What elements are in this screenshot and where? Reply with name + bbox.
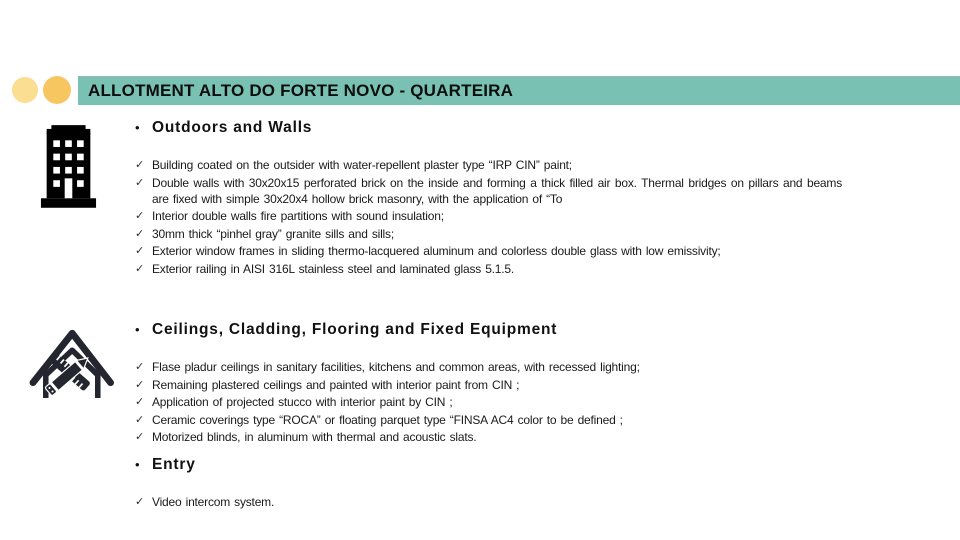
list-item-text: Building coated on the outsider with water-repellent plaster type “IRP CIN” paint;: [152, 158, 572, 172]
page-title: ALLOTMENT ALTO DO FORTE NOVO - QUARTEIRA: [88, 81, 514, 100]
decorative-circle-dark: [43, 76, 71, 104]
section-heading-text: Outdoors and Walls: [152, 119, 313, 136]
list-item: [135, 494, 870, 510]
list-item: [135, 429, 870, 445]
list-item: [135, 157, 870, 173]
checkmark-icon: ✓: [135, 262, 145, 275]
list-item: [135, 359, 870, 375]
list-item-text: Exterior window frames in sliding thermo-lacquered aluminum and colorless double glass with low emissivity;: [152, 244, 721, 258]
item-list: [135, 359, 870, 445]
checkmark-icon: ✓: [135, 210, 145, 222]
list-item-text: Application of projected stucco with interior paint by CIN ;: [152, 395, 453, 409]
list-item: [135, 175, 870, 207]
checkmark-icon: ✓: [135, 176, 145, 189]
checkmark-icon: ✓: [135, 361, 145, 373]
section-heading-text: Ceilings, Cladding, Flooring and Fixed Equipment: [152, 321, 558, 338]
list-item-text: Flase pladur ceilings in sanitary facilities, kitchens and common areas, with recessed lighting;: [152, 360, 640, 374]
list-item: [135, 377, 870, 393]
checkmark-icon: ✓: [135, 496, 145, 508]
section-outdoors-and-walls: [135, 118, 870, 278]
building-icon: [40, 119, 97, 212]
checkmark-icon: ✓: [135, 413, 145, 426]
bullet-icon: •: [135, 120, 140, 135]
section-entry: [135, 455, 870, 512]
list-item-text: Exterior railing in AISI 316L stainless steel and laminated glass 5.1.5.: [152, 261, 515, 276]
section-heading: [135, 455, 870, 475]
checkmark-icon: ✓: [135, 431, 145, 443]
list-item-text: 30mm thick “pinhel gray” granite sills and sills;: [152, 226, 394, 241]
section-heading-text: Entry: [152, 456, 196, 473]
checkmark-icon: ✓: [135, 245, 145, 257]
item-list: [135, 494, 870, 510]
checkmark-icon: ✓: [135, 396, 145, 408]
checkmark-icon: ✓: [135, 378, 145, 391]
list-item: [135, 394, 870, 410]
list-item-text: Remaining plastered ceilings and painted with interior paint from CIN ;: [152, 377, 520, 392]
house-renovation-icon: [27, 323, 114, 398]
item-list: [135, 157, 870, 277]
decorative-circle-light: [12, 77, 38, 103]
section-heading: [135, 118, 870, 138]
list-item-text: Video intercom system.: [152, 495, 275, 509]
section-heading: [135, 320, 870, 340]
section-ceilings-cladding: [135, 320, 870, 447]
list-item: [135, 261, 870, 277]
list-item: [135, 243, 870, 259]
list-item: [135, 226, 870, 242]
list-item-text: Ceramic coverings type “ROCA” or floating parquet type “FINSA AC4 color to be defined ;: [152, 412, 623, 427]
bullet-icon: •: [135, 322, 140, 337]
checkmark-icon: ✓: [135, 227, 145, 240]
bullet-icon: •: [135, 457, 140, 472]
checkmark-icon: ✓: [135, 159, 145, 171]
list-item-text: Interior double walls fire partitions with sound insulation;: [152, 209, 444, 223]
list-item: [135, 412, 870, 428]
list-item: [135, 208, 870, 224]
list-item-text: Double walls with 30x20x15 perforated brick on the inside and forming a thick filled air box. Thermal bridges on pillars and beams are fixed with simple 30x20x4 hollow brick masonry, with the application of “To: [152, 175, 842, 206]
title-bar: [78, 76, 960, 105]
list-item-text: Motorized blinds, in aluminum with thermal and acoustic slats.: [152, 430, 477, 444]
